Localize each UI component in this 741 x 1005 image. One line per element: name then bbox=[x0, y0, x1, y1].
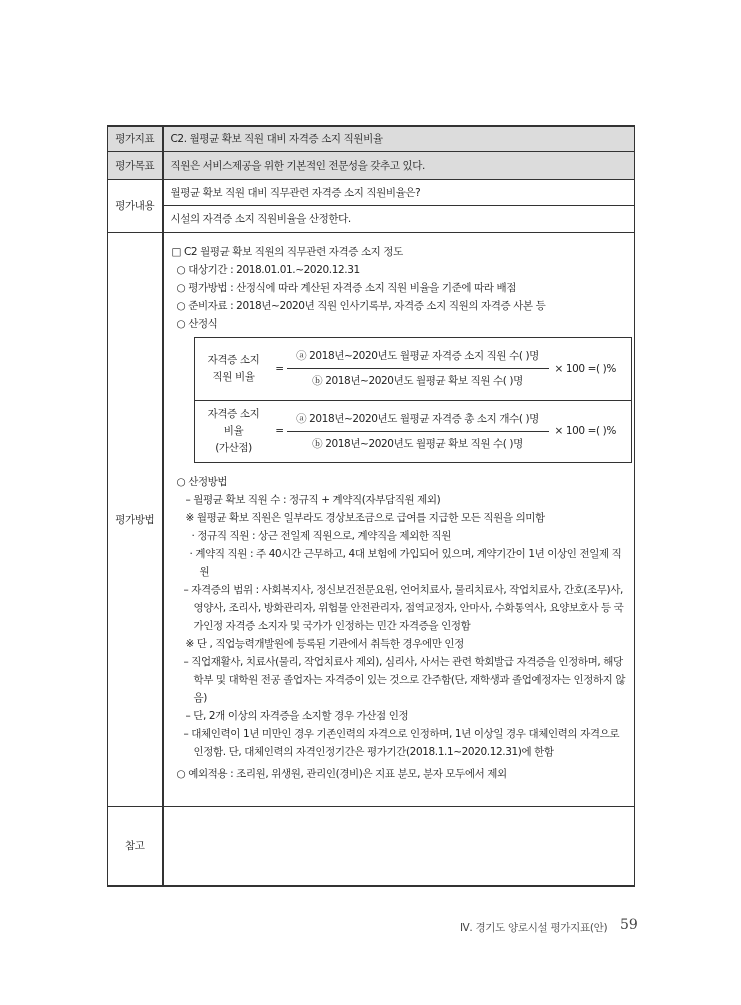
formula-row-1 bbox=[195, 338, 631, 400]
formula-1-eq: = bbox=[275, 362, 284, 375]
goal-value: 직원은 서비스제공을 위한 기본적인 전문성을 갖추고 있다. bbox=[163, 151, 635, 179]
formula-1-multiplier: × 100 =( )% bbox=[554, 362, 616, 375]
calc-heading: ○ 산정방법 bbox=[176, 475, 228, 488]
target-period: ○ 대상기간 : 2018.01.01.~2020.12.31 bbox=[176, 263, 360, 276]
calc-item-6: ※ 단 , 직업능력개발원에 등록된 기관에서 취득한 경우에만 인정 bbox=[185, 637, 464, 650]
formula-1-denominator: ⓑ 2018년~2020년도 월평균 확보 직원 수( )명 bbox=[312, 375, 523, 387]
evaluation-table bbox=[107, 125, 635, 887]
prep-data: ○ 준비자료 : 2018년~2020년 직원 인사기록부, 자격증 소지 직원의 자격증 사본 등 bbox=[176, 299, 546, 312]
formula-2-fraction bbox=[287, 410, 549, 453]
method-body bbox=[163, 232, 635, 806]
indicator-value: C2. 월평균 확보 직원 대비 자격증 소지 직원비율 bbox=[163, 126, 635, 151]
eval-method: ○ 평가방법 : 산정식에 따라 계산된 자격증 소지 직원 비율을 기준에 따라 배점 bbox=[176, 281, 516, 294]
indicator-label: 평가지표 bbox=[108, 126, 163, 151]
method-label: 평가방법 bbox=[108, 232, 163, 806]
formula-1-numerator: ⓐ 2018년~2020년도 월평균 자격증 소지 직원 수( )명 bbox=[287, 347, 549, 369]
formula-2-denominator: ⓑ 2018년~2020년도 월평균 확보 직원 수( )명 bbox=[312, 437, 523, 450]
calc-item-9: – 대체인력이 1년 미만인 경우 기존인력의 자격으로 인정하며, 1년 이상일 경우 대체인력의 자격으로 인정함. 단, 대체인력의 자격인정기간은 평가기간(2018.1.1~2020.12.31)에 한함 bbox=[183, 727, 620, 758]
calc-item-2: ※ 월평균 확보 직원은 일부라도 경상보조금으로 급여를 지급한 모든 직원을 의미함 bbox=[185, 511, 545, 524]
method-title: □ C2 월평균 확보 직원의 직무관련 자격증 소지 정도 bbox=[171, 245, 403, 258]
note-value bbox=[163, 806, 635, 886]
formula-row-2 bbox=[195, 400, 631, 462]
calc-item-5: – 자격증의 범위 : 사회복지사, 정신보건전문요원, 언어치료사, 물리치료사, 작업치료사, 간호(조무)사, 영양사, 조리사, 방화관리자, 위험물 안전관리자, 점역교정자, 안마사, 수화통역사, 요양보호사 등 국가인정 자격증 소지자 및 국가가 인정하는 민간 자격증을 인정함 bbox=[183, 583, 624, 632]
goal-label: 평가목표 bbox=[108, 151, 163, 179]
calc-item-3: · 정규직 직원 : 상근 전일제 직원으로, 계약직을 제외한 직원 bbox=[191, 529, 452, 542]
calc-item-8: – 단, 2개 이상의 자격증을 소지할 경우 가산점 인정 bbox=[185, 709, 409, 722]
page-number: 59 bbox=[620, 917, 638, 933]
formula-2-multiplier: × 100 =( )% bbox=[554, 425, 616, 437]
formula-2-label-line3: (가산점) bbox=[215, 441, 252, 454]
calc-item-4: · 계약직 직원 : 주 40시간 근무하고, 4대 보험에 가입되어 있으며, 계약기간이 1년 이상인 전일제 직원 bbox=[189, 547, 622, 578]
footer-section: Ⅳ. 경기도 양로시설 평가지표(안) bbox=[460, 922, 608, 934]
calc-item-1: – 월평균 확보 직원 수 : 정규직 + 계약직(자부담직원 제외) bbox=[185, 493, 441, 506]
formula-1-label-line2: 직원 비율 bbox=[212, 370, 255, 383]
note-label: 참고 bbox=[108, 806, 163, 886]
formula-2-numerator: ⓐ 2018년~2020년도 월평균 자격증 총 소지 개수( )명 bbox=[287, 410, 549, 432]
formula-2-label-line2: 비율 bbox=[223, 424, 244, 437]
formula-heading: ○ 산정식 bbox=[176, 317, 218, 330]
formula-1-fraction bbox=[287, 347, 549, 390]
content-line-1: 월평균 확보 직원 대비 직무관련 자격증 소지 직원비율은? bbox=[163, 179, 635, 205]
formula-1-label-line1: 자격증 소지 bbox=[207, 353, 260, 366]
calc-item-7: – 직업재활사, 치료사(물리, 작업치료사 제외), 심리사, 사서는 관련 학회발급 자격증을 인정하며, 해당학부 및 대학원 전공 졸업자는 자격증이 있는 것으로 간주함(단, 재학생과 졸업예정자는 인정하지 않음) bbox=[183, 655, 626, 704]
formula-2-label-line1: 자격증 소지 bbox=[207, 407, 260, 420]
exception-note: ○ 예외적용 : 조리원, 위생원, 관리인(경비)은 지표 분모, 분자 모두에서 제외 bbox=[176, 767, 507, 780]
formula-box bbox=[194, 337, 632, 463]
formula-2-eq: = bbox=[275, 425, 284, 437]
content-label: 평가내용 bbox=[108, 179, 163, 232]
formula-1-label bbox=[195, 352, 273, 386]
content-line-2: 시설의 자격증 소지 직원비율을 산정한다. bbox=[163, 205, 635, 232]
formula-2-label bbox=[195, 406, 273, 457]
